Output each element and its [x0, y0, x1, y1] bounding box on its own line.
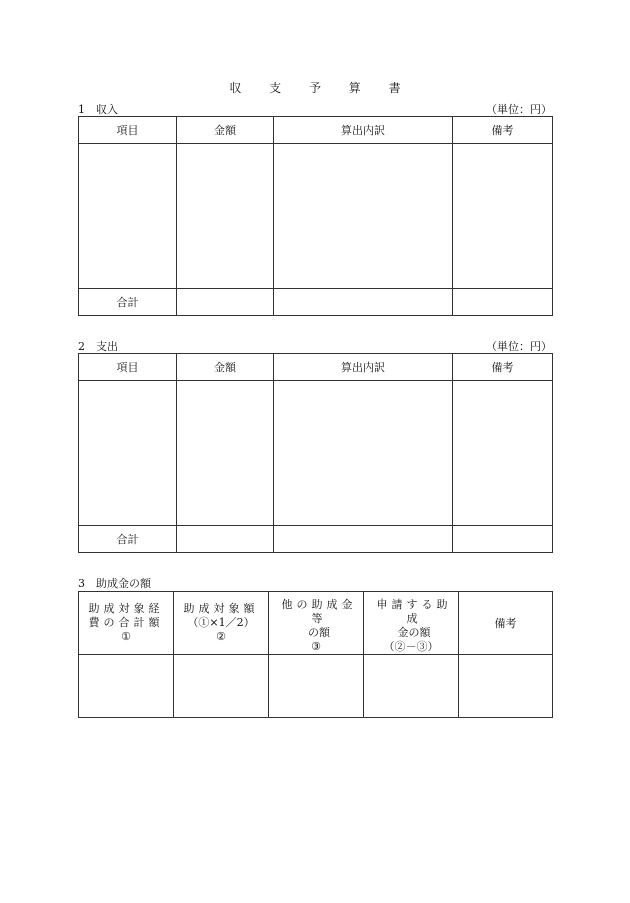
- grant-col2-line2: （①×1／2）: [187, 616, 255, 629]
- grant-total-cost-cell[interactable]: [79, 655, 174, 718]
- expense-header-row: [79, 354, 553, 381]
- grant-col3-line3: ③: [311, 640, 321, 653]
- income-total-amount-cell[interactable]: [177, 289, 274, 316]
- expense-body-row: [79, 381, 553, 526]
- income-total-breakdown-cell[interactable]: [274, 289, 453, 316]
- income-remarks-cell[interactable]: [453, 144, 553, 289]
- expense-amount-cell[interactable]: [177, 381, 274, 526]
- grant-col4-line1: 申請する助成: [376, 598, 452, 625]
- income-section-header: [78, 101, 552, 117]
- expense-total-amount-cell[interactable]: [177, 526, 274, 553]
- grant-header-row: [79, 592, 553, 655]
- grant-col1-line1: 助成対象経: [88, 602, 164, 615]
- income-col-breakdown: 算出内訳: [274, 117, 453, 144]
- expense-unit: （単位：円）: [486, 340, 552, 353]
- grant-col-target-amount: [174, 592, 269, 655]
- income-unit: （単位：円）: [486, 103, 552, 116]
- grant-body-row: [79, 655, 553, 718]
- expense-remarks-cell[interactable]: [453, 381, 553, 526]
- expense-col-remarks: 備考: [453, 354, 553, 381]
- income-total-row: [79, 289, 553, 316]
- expense-col-breakdown: 算出内訳: [274, 354, 453, 381]
- expense-section-header: [78, 338, 552, 354]
- grant-col3-line1: 他の助成金等: [281, 598, 357, 625]
- expense-col-amount: 金額: [177, 354, 274, 381]
- income-amount-cell[interactable]: [177, 144, 274, 289]
- expense-total-remarks-cell[interactable]: [453, 526, 553, 553]
- income-table: [78, 116, 553, 316]
- expense-heading: 2 支出: [78, 340, 118, 353]
- grant-target-amount-cell[interactable]: [174, 655, 269, 718]
- grant-col2-line3: ②: [216, 630, 226, 643]
- grant-col1-line2: 費の合計額: [88, 616, 164, 629]
- income-col-remarks: 備考: [453, 117, 553, 144]
- expense-table: [78, 353, 553, 553]
- grant-col4-line2: 金の額: [397, 626, 431, 639]
- grant-col3-line2: の額: [308, 626, 330, 639]
- income-total-label: 合計: [79, 289, 177, 316]
- income-col-amount: 金額: [177, 117, 274, 144]
- grant-col-other-grants: [269, 592, 364, 655]
- expense-total-breakdown-cell[interactable]: [274, 526, 453, 553]
- grant-other-grants-cell[interactable]: [269, 655, 364, 718]
- expense-total-row: [79, 526, 553, 553]
- expense-total-label: 合計: [79, 526, 177, 553]
- expense-col-item: 項目: [79, 354, 177, 381]
- grant-col4-line3: （②－③）: [383, 640, 439, 653]
- grant-col-requested: [364, 592, 459, 655]
- grant-table: [78, 591, 553, 718]
- income-body-row: [79, 144, 553, 289]
- grant-col-remarks: 備考: [459, 592, 553, 655]
- grant-remarks-cell[interactable]: [459, 655, 553, 718]
- income-heading: 1 収入: [78, 103, 118, 116]
- grant-col1-line3: ①: [121, 630, 131, 643]
- income-col-item: 項目: [79, 117, 177, 144]
- grant-col2-line1: 助成対象額: [183, 602, 259, 615]
- page-title: 収 支 予 算 書: [229, 81, 413, 95]
- grant-requested-cell[interactable]: [364, 655, 459, 718]
- expense-item-cell[interactable]: [79, 381, 177, 526]
- grant-col-total-cost: [79, 592, 174, 655]
- grant-section-header: [78, 575, 552, 591]
- expense-breakdown-cell[interactable]: [274, 381, 453, 526]
- grant-heading: 3 助成金の額: [78, 577, 151, 590]
- income-breakdown-cell[interactable]: [274, 144, 453, 289]
- income-total-remarks-cell[interactable]: [453, 289, 553, 316]
- income-header-row: [79, 117, 553, 144]
- income-item-cell[interactable]: [79, 144, 177, 289]
